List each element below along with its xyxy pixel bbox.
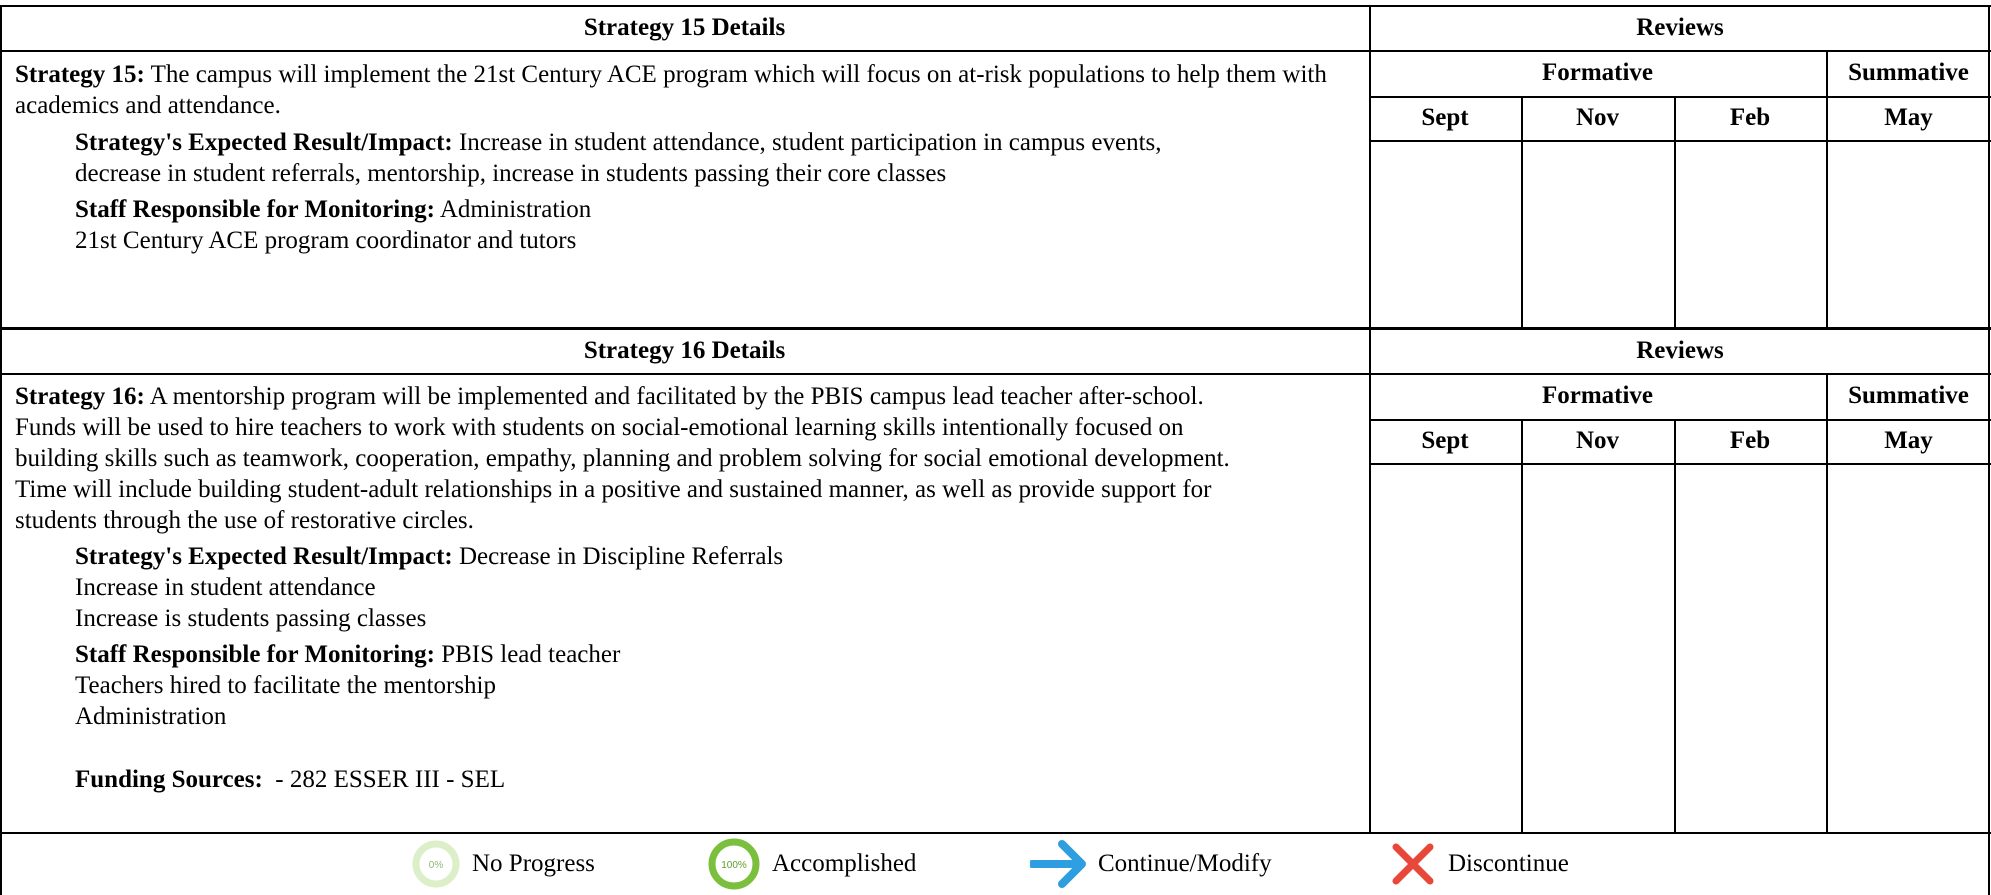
s15-month-sept: Sept xyxy=(1421,104,1469,131)
s15-staff-line-1: Administration xyxy=(439,196,592,223)
s15-impact-line-1: Increase in student attendance, student participation in campus events, xyxy=(458,129,1162,156)
accomplished-icon xyxy=(708,838,760,890)
s16-staff-line-3: Administration xyxy=(75,703,227,730)
s16-impact xyxy=(75,541,1355,634)
s15-month-may: May xyxy=(1884,104,1933,131)
no-progress-icon-text: 0% xyxy=(428,859,444,871)
s16-desc-line-2: Funds will be used to hire teachers to work with students on social-emotional learning skills intentionally focused on xyxy=(15,414,1184,441)
border-left xyxy=(0,5,2,895)
s15-formative-header: Formative xyxy=(1541,59,1654,86)
s16-impact-line-1: Decrease in Discipline Referrals xyxy=(458,543,784,570)
s16-summative-header: Summative xyxy=(1848,382,1969,409)
strategy-16-label: Strategy 16: xyxy=(15,383,145,410)
strategy-15-label: Strategy 15: xyxy=(15,61,145,88)
s16-funding xyxy=(75,764,1355,795)
strategy-15-description xyxy=(15,59,1355,121)
s15-staff-line-2: 21st Century ACE program coordinator and tutors xyxy=(75,227,577,254)
legend-no-progress xyxy=(412,832,595,895)
s16-impact-label: Strategy's Expected Result/Impact: xyxy=(75,543,453,570)
s15-month-nov: Nov xyxy=(1575,104,1620,131)
s16-col-nov xyxy=(1521,419,1523,832)
s16-month-sept: Sept xyxy=(1421,427,1469,454)
s16-formative-header: Formative xyxy=(1541,382,1654,409)
s16-desc-line-3: building skills such as teamwork, cooperation, empathy, planning and problem solving for social emotional development. xyxy=(15,445,1230,472)
accomplished-label: Accomplished xyxy=(772,849,917,877)
s15-impact-line-2: decrease in student referrals, mentorship, increase in students passing their core classes xyxy=(75,160,947,187)
s15-month-line xyxy=(1369,140,1991,142)
s16-month-line xyxy=(1369,463,1991,465)
strategy-15-header: Strategy 15 Details xyxy=(583,13,786,41)
s16-impact-line-3: Increase is students passing classes xyxy=(75,605,427,632)
s16-staff-line-1: PBIS lead teacher xyxy=(441,641,621,668)
s16-staff-label: Staff Responsible for Monitoring: xyxy=(75,641,435,668)
no-progress-label: No Progress xyxy=(472,849,595,877)
s16-month-may: May xyxy=(1884,427,1933,454)
s15-staff xyxy=(75,194,1355,256)
s15-month-feb: Feb xyxy=(1729,104,1771,131)
s15-impact-label: Strategy's Expected Result/Impact: xyxy=(75,129,453,156)
s15-impact xyxy=(75,127,1355,189)
s16-funding-label: Funding Sources: xyxy=(75,766,263,793)
strategy-16-description xyxy=(15,381,1365,536)
arrow-right-icon xyxy=(1030,840,1086,888)
s15-staff-label: Staff Responsible for Monitoring: xyxy=(75,196,435,223)
close-x-icon xyxy=(1390,841,1436,887)
s16-col-feb xyxy=(1674,419,1676,832)
accomplished-icon-text: 100% xyxy=(721,859,747,871)
discontinue-label: Discontinue xyxy=(1448,849,1569,877)
no-progress-icon xyxy=(412,840,460,888)
s16-desc-line-5: students through the use of restorative circles. xyxy=(15,507,474,534)
legend-accomplished xyxy=(708,832,916,895)
s16-funding-value: - 282 ESSER III - SEL xyxy=(275,766,506,793)
s16-desc-line-1: A mentorship program will be implemented and facilitated by the PBIS campus lead teacher after-school. xyxy=(149,383,1204,410)
legend-continue-modify xyxy=(1030,832,1272,895)
s16-impact-line-2: Increase in student attendance xyxy=(75,574,376,601)
s16-staff-line-2: Teachers hired to facilitate the mentorship xyxy=(75,672,496,699)
strategy-16-header: Strategy 16 Details xyxy=(583,337,786,364)
strategy-15-text: The campus will implement the 21st Century ACE program which will focus on at-risk populations to help them with academics and attendance. xyxy=(15,61,1327,119)
s16-reviews-header: Reviews xyxy=(1636,337,1724,364)
s16-month-nov: Nov xyxy=(1575,427,1620,454)
legend-discontinue xyxy=(1390,832,1569,895)
s15-reviews-header: Reviews xyxy=(1636,13,1724,41)
continue-modify-label: Continue/Modify xyxy=(1098,849,1272,877)
legend-line xyxy=(0,832,1991,834)
s16-staff xyxy=(75,639,1355,732)
s15-summative-header: Summative xyxy=(1848,59,1969,86)
s16-desc-line-4: Time will include building student-adult relationships in a positive and sustained manner, as well as provide support for xyxy=(15,476,1212,503)
s16-month-feb: Feb xyxy=(1729,427,1771,454)
